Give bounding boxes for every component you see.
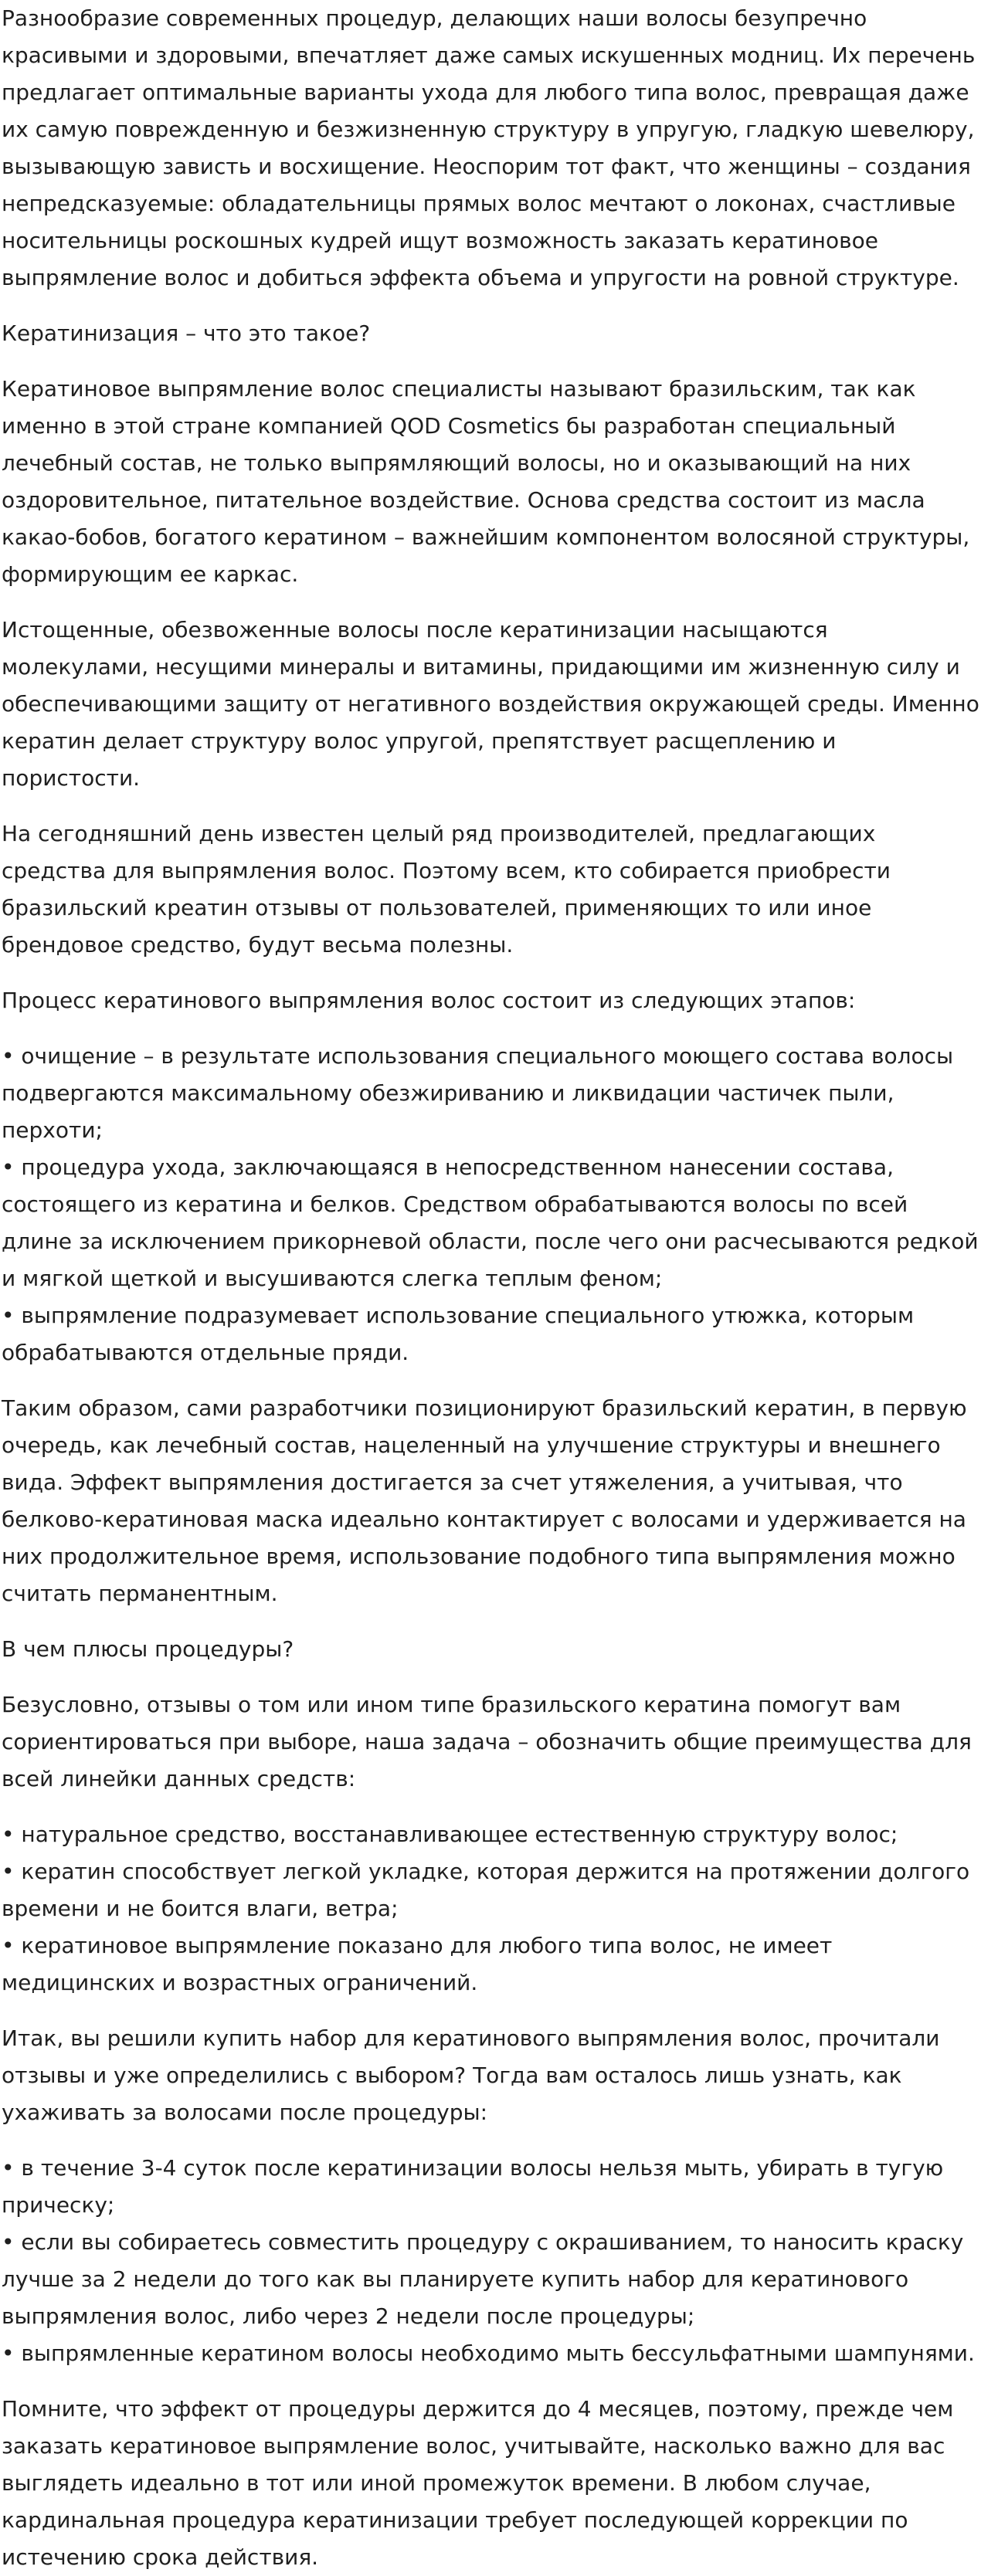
list-item: • натуральное средство, восстанавливающее естественную структуру волос;: [2, 1822, 898, 1847]
care-intro-paragraph: Итак, вы решили купить набор для кератинового выпрямления волос, прочитали отзывы и уже определились с выбором? Тогда вам осталось лишь узнать, как ухаживать за волосами после процедуры:: [2, 2025, 940, 2125]
heading-pluses: В чем плюсы процедуры?: [2, 1636, 294, 1662]
final-paragraph: Помните, что эффект от процедуры держится до 4 месяцев, поэтому, прежде чем заказать кератиновое выпрямление волос, учитывайте, насколько важно для вас выглядеть идеально в тот или иной промежуток времени. В любом случае, кардинальная процедура кератинизации требует последующей коррекции по истечению срока действия.: [2, 2396, 954, 2570]
list-item: • если вы собираетесь совместить процедуру с окрашиванием, то наносить краску лучше за 2 недели до того как вы планируете купить набор для кератинового выпрямления волос, либо через 2 недели после процедуры;: [2, 2229, 964, 2329]
list-item: • очищение – в результате использования специального моющего состава волосы подвергаются максимальному обезжириванию и ликвидации частичек пыли, перхоти;: [2, 1043, 954, 1143]
pluses-intro-paragraph: Безусловно, отзывы о том или ином типе бразильского кератина помогут вам сориентироваться при выборе, наша задача – обозначить общие преимущества для всей линейки данных средств:: [2, 1692, 972, 1791]
list-item: • в течение 3-4 суток после кератинизации волосы нельзя мыть, убирать в тугую прическу;: [2, 2155, 944, 2218]
list-item: • кератин способствует легкой укладке, которая держится на протяжении долгого времени и не боится влаги, ветра;: [2, 1859, 970, 1921]
list-item: • процедура ухода, заключающаяся в непосредственном нанесении состава, состоящего из кератина и белков. Средством обрабатываются волосы по всей длине за исключением прикорневой области, после чего они расчесываются редкой и мягкой щеткой и высушиваются слегка теплым феном;: [2, 1154, 979, 1291]
list-item: • выпрямление подразумевает использование специального утюжка, которым обрабатываются отдельные пряди.: [2, 1303, 915, 1365]
care-list: [2, 2150, 981, 2372]
developers-conclusion-paragraph: Таким образом, сами разработчики позиционируют бразильский кератин, в первую очередь, как лечебный состав, нацеленный на улучшение структуры и внешнего вида. Эффект выпрямления достигается за счет утяжеления, а учитывая, что белково-кератиновая маска идеально контактирует с волосами и удерживается на них продолжительное время, использование подобного типа выпрямления можно считать перманентным.: [2, 1395, 967, 1606]
list-item: • кератиновое выпрямление показано для любого типа волос, не имеет медицинских и возрастных ограничений.: [2, 1933, 833, 1995]
heading-keratinization: Кератинизация – что это такое?: [2, 320, 371, 346]
process-steps-list: [2, 1038, 981, 1371]
intro-paragraph: Разнообразие современных процедур, делающих наши волосы безупречно красивыми и здоровыми, впечатляет даже самых искушенных модниц. Их перечень предлагает оптимальные варианты ухода для любого типа волос, превращая даже их самую поврежденную и безжизненную структуру в упругую, гладкую шевелюру, вызывающую зависть и восхищение. Неоспорим тот факт, что женщины – создания непредсказуемые: обладательницы прямых волос мечтают о локонах, счастливые носительницы роскошных кудрей ищут возможность заказать кератиновое выпрямление волос и добиться эффекта объема и упругости на ровной структуре.: [2, 5, 976, 290]
brazilian-paragraph: Кератиновое выпрямление волос специалисты называют бразильским, так как именно в этой стране компанией QOD Cosmetics бы разработан специальный лечебный состав, не только выпрямляющий волосы, но и оказывающий на них оздоровительное, питательное воздействие. Основа средства состоит из масла какао-бобов, богатого кератином – важнейшим компонентом волосяной структуры, формирующим ее каркас.: [2, 376, 970, 587]
manufacturers-paragraph: На сегодняшний день известен целый ряд производителей, предлагающих средства для выпрямления волос. Поэтому всем, кто собирается приобрести бразильский креатин отзывы от пользователей, применяющих то или иное брендовое средство, будут весьма полезны.: [2, 821, 891, 958]
process-intro-paragraph: Процесс кератинового выпрямления волос состоит из следующих этапов:: [2, 988, 856, 1013]
exhausted-hair-paragraph: Истощенные, обезвоженные волосы после кератинизации насыщаются молекулами, несущими минералы и витамины, придающими им жизненную силу и обеспечивающими защиту от негативного воздействия окружающей среды. Именно кератин делает структуру волос упругой, препятствует расщеплению и пористости.: [2, 617, 979, 791]
pluses-list: [2, 1816, 981, 2001]
list-item: • выпрямленные кератином волосы необходимо мыть бессульфатными шампунями.: [2, 2340, 975, 2366]
